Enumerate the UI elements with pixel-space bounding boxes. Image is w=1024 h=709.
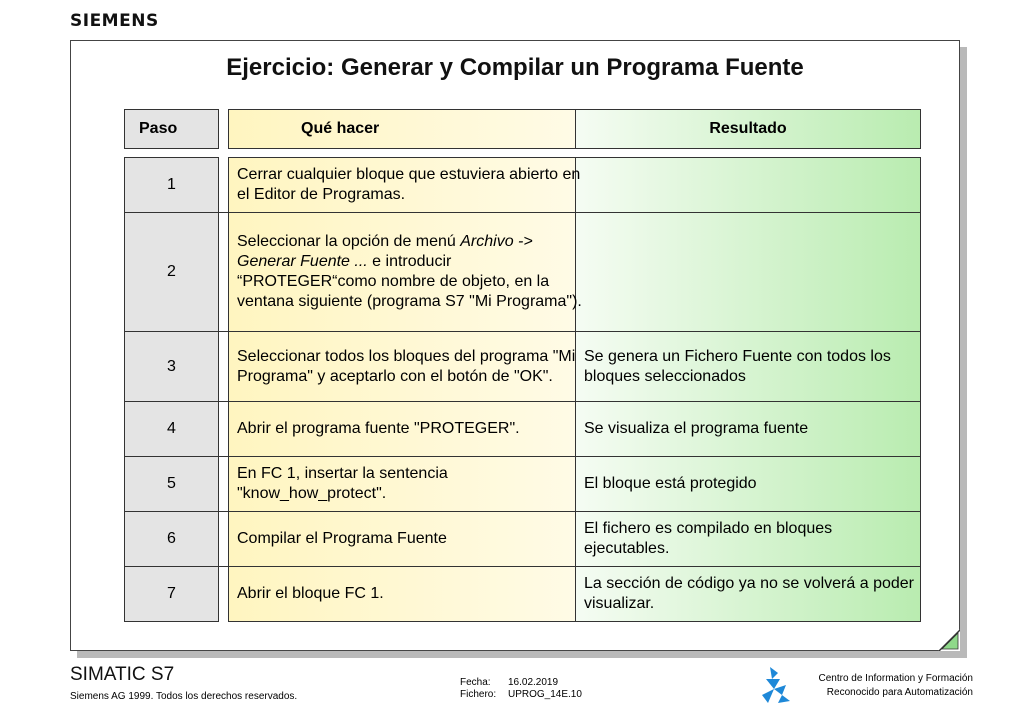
center-line-2: Reconocido para Automatización xyxy=(826,687,973,698)
instruction-text: e introducir “PROTEGER“como nombre de objeto, en la ventana siguiente (programa S7 "Mi Programa"). xyxy=(237,253,582,310)
fecha-label: Fecha: xyxy=(460,677,491,688)
step-result: Se visualiza el programa fuente xyxy=(584,420,809,437)
step-number: 6 xyxy=(167,530,176,547)
training-center-logo-icon xyxy=(758,665,794,705)
step-number: 4 xyxy=(167,420,176,437)
header-resultado: Resultado xyxy=(575,109,921,149)
step-result xyxy=(584,213,920,331)
step-result: La sección de código ya no se volverá a poder visualizar. xyxy=(584,575,914,612)
step-result: El fichero es compilado en bloques ejecutables. xyxy=(584,520,833,557)
step-instruction xyxy=(237,213,582,331)
document-meta xyxy=(460,677,582,701)
fichero-label: Fichero: xyxy=(460,689,497,700)
step-instruction: Seleccionar todos los bloques del programa "Mi Programa" y aceptarlo con el botón de "OK". xyxy=(237,347,576,385)
step-number: 3 xyxy=(167,357,176,375)
fichero-value: UPROG_14E.10 xyxy=(508,689,582,700)
training-center-text xyxy=(795,672,973,700)
step-number: 7 xyxy=(167,585,176,602)
step-instruction: Compilar el Programa Fuente xyxy=(237,530,447,547)
menu-path: Archivo -> Generar Fuente ... xyxy=(237,233,533,270)
fecha-value: 16.02.2019 xyxy=(508,677,559,688)
copyright: Siemens AG 1999. Todos los derechos reservados. xyxy=(70,691,298,702)
step-result: Se genera un Fichero Fuente con todos los bloques seleccionados xyxy=(584,347,891,385)
step-instruction: Abrir el programa fuente "PROTEGER". xyxy=(237,420,520,437)
siemens-logo: SIEMENS xyxy=(70,11,159,31)
header-que-hacer: Qué hacer xyxy=(228,109,576,149)
product-name: SIMATIC S7 xyxy=(70,664,175,685)
header-paso: Paso xyxy=(124,109,219,149)
step-instruction: Cerrar cualquier bloque que estuviera abierto en el Editor de Programas. xyxy=(237,166,581,203)
step-number: 5 xyxy=(167,475,176,492)
instruction-text: Seleccionar la opción de menú xyxy=(237,233,461,250)
step-result xyxy=(584,158,920,212)
page-title: Ejercicio: Generar y Compilar un Programa Fuente xyxy=(226,54,804,81)
step-instruction: Abrir el bloque FC 1. xyxy=(237,585,384,602)
step-instruction: En FC 1, insertar la sentencia "know_how_protect". xyxy=(237,465,448,502)
step-result: El bloque está protegido xyxy=(584,475,757,492)
step-number: 2 xyxy=(167,263,176,280)
page-fold-icon xyxy=(938,629,960,651)
center-line-1: Centro de Information y Formación xyxy=(818,673,973,684)
step-number: 1 xyxy=(167,176,176,193)
